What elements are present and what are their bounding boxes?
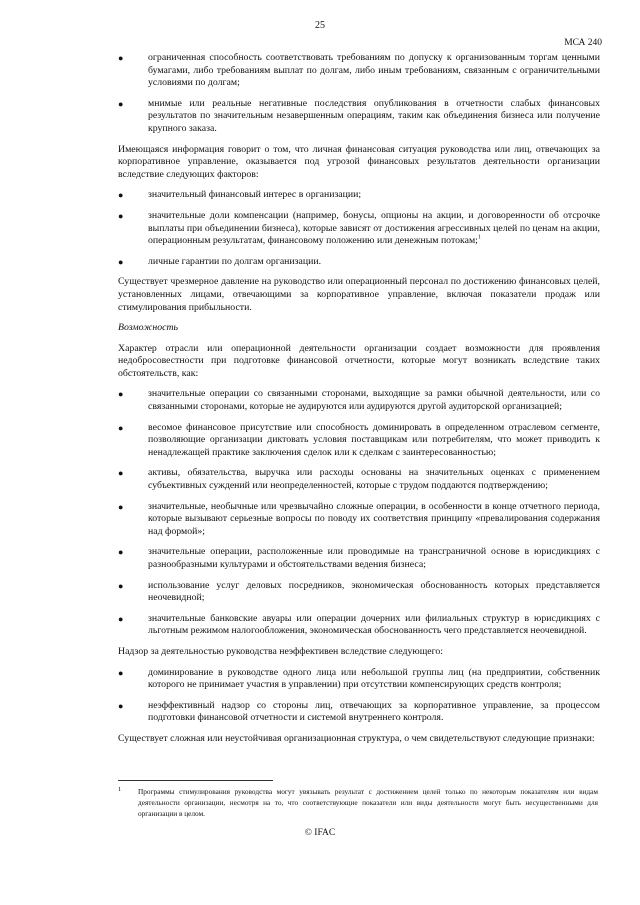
bullet-item xyxy=(118,667,600,692)
paragraph: Надзор за деятельностью руководства неэффективен вследствие следующего: xyxy=(118,645,443,657)
bullet-item xyxy=(118,700,600,725)
bullet-icon: ● xyxy=(118,501,124,512)
bullet-icon: ● xyxy=(118,98,124,109)
paragraph: Существует чрезмерное давление на руководство или операционный персонал по достижению финансовых целей, установленных лицами, отвечающими за корпоративное управление, включая показатели продаж или стимулирования прибыльности. xyxy=(118,276,600,313)
bullet-text: значительные операции, расположенные или проводимые на трансграничной основе в юрисдикциях с разнообразными культурами и обстоятельствами ведения бизнеса; xyxy=(148,546,600,570)
paragraph: Имеющаяся информация говорит о том, что личная финансовая ситуация руководства или лиц, отвечающих за корпоративное управление, оказывается под угрозой финансовых результатов деятельности организации вследствие следующих факторов: xyxy=(118,143,600,180)
bullet-item xyxy=(118,189,600,202)
bullet-item xyxy=(118,256,600,269)
footnote-text: Программы стимулирования руководства могут увязывать результат с достижением целей только по некоторым показателям или видам деятельности организации, несмотря на то, что соответствующие показатели или виды деятельности могут быть несущественными для организации в целом. xyxy=(138,787,598,818)
bullet-icon: ● xyxy=(118,613,124,624)
bullet-icon: ● xyxy=(118,256,124,267)
bullet-item xyxy=(118,580,600,605)
main-content xyxy=(118,52,600,754)
bullet-text: ограниченная способность соответствовать требованиям по допуску к организованным торгам ценными бумагами, либо требованиям выплат по долгам, либо иным требованиям, связанным с ограничительными условиями по долгам; xyxy=(148,52,600,89)
paragraph: Существует сложная или неустойчивая организационная структура, о чем свидетельствуют следующие признаки: xyxy=(118,732,595,744)
page-number: 25 xyxy=(315,20,325,31)
bullet-item xyxy=(118,98,600,136)
bullet-icon: ● xyxy=(118,190,124,201)
bullet-text: мнимые или реальные негативные последствия опубликования в отчетности слабых финансовых результатов по значительным незавершенным операциям, таким как объединения бизнеса или получение крупного заказа. xyxy=(148,97,600,134)
bullet-text: значительные банковские авуары или операции дочерних или филиальных структур в юрисдикциях с льготным режимом налогообложения, экономическая обоснованность чего представляется неочевидной. xyxy=(148,612,600,637)
bullet-icon: ● xyxy=(118,422,124,433)
bullet-text: значительные, необычные или чрезвычайно сложные операции, в особенности в конце отчетного периода, которые вызывают серьезные вопросы по поводу их соответствия принципу «превалирования содержания над формой»; xyxy=(148,500,600,537)
bullet-icon: ● xyxy=(118,389,124,400)
paragraph: Характер отрасли или операционной деятельности организации создает возможности для проявления недобросовестности при подготовке финансовой отчетности, которые могут возникать вследствие таких обстоятельств, как: xyxy=(118,342,600,379)
bullet-item xyxy=(118,388,600,413)
footnote-number: 1 xyxy=(118,786,122,793)
document-id: МСА 240 xyxy=(564,38,602,48)
bullet-text: доминирование в руководстве одного лица или небольшой группы лиц (на предприятии, собственник которого не принимает участия в управлении) при отсутствии компенсирующих средств контроля; xyxy=(148,666,600,691)
bullet-text: личные гарантии по долгам организации. xyxy=(148,255,322,267)
bullet-item xyxy=(118,52,600,90)
bullet-text: неэффективный надзор со стороны лиц, отвечающих за корпоративное управление, за процессом подготовки финансовой отчетности и системой внутреннего контроля. xyxy=(148,699,600,724)
footnote xyxy=(118,786,598,819)
bullet-text: значительный финансовый интерес в организации; xyxy=(148,189,362,201)
bullet-item xyxy=(118,546,600,571)
bullet-icon: ● xyxy=(118,468,124,479)
bullet-text: использование услуг деловых посредников, экономическая обоснованность которых представляется неочевидной; xyxy=(148,579,600,604)
bullet-item xyxy=(118,613,600,638)
copyright-footer: © IFAC xyxy=(304,828,336,838)
bullet-icon: ● xyxy=(118,53,124,63)
bullet-text: значительные доли компенсации (например, бонусы, опционы на акции, и договоренности об отсрочке выплаты при объединении бизнеса), которые зависят от достижения агрессивных целей по ценам на акции, операционным результатам, финансовому положению или денежным потокам; xyxy=(148,209,600,247)
bullet-text: весомое финансовое присутствие или способность доминировать в определенном отраслевом сегменте, позволяющие организации диктовать условия поставщикам или потребителям, что может приводить к ненадлежащей практике заключения сделок или к сделкам с заинтересованностью; xyxy=(148,421,600,458)
bullet-icon: ● xyxy=(118,667,124,678)
bullet-text: значительные операции со связанными сторонами, выходящие за рамки обычной деятельности, или со связанными сторонами, которые не аудируются или аудируются другой аудиторской организацией; xyxy=(148,388,600,413)
bullet-icon: ● xyxy=(118,547,124,558)
bullet-icon: ● xyxy=(118,580,124,591)
bullet-item xyxy=(118,210,600,248)
bullet-icon: ● xyxy=(118,210,124,221)
footnote-divider xyxy=(118,780,273,781)
section-heading: Возможность xyxy=(118,322,178,334)
bullet-item xyxy=(118,501,600,539)
bullet-item xyxy=(118,422,600,460)
bullet-item xyxy=(118,467,600,492)
bullet-icon: ● xyxy=(118,700,124,711)
footnote-reference: 1 xyxy=(477,234,481,241)
bullet-text: активы, обязательства, выручка или расходы основаны на значительных оценках с применением субъективных суждений или неопределенностей, которые с трудом поддаются подтверждению; xyxy=(148,467,600,492)
